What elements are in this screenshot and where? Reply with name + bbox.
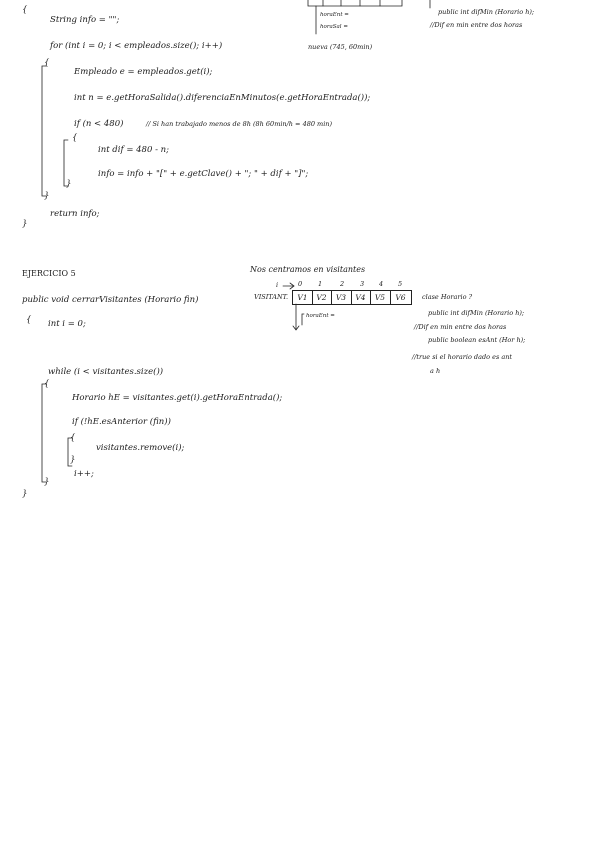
brace-while-close: } [44,477,50,487]
note-dif: //Dif en min entre dos horas [414,323,507,331]
code-line-for: for (int i = 0; i < empleados.size(); i++) [50,41,223,51]
top-note-dif: //Dif en min entre dos horas [430,21,523,29]
code-int-i: int i = 0; [48,319,86,329]
array-cell-v2: V2 [312,291,332,304]
brace-if-open: { [70,433,76,443]
array-cell-v6: V6 [395,293,406,302]
array-cell-v1: V1 [293,291,313,304]
code-inc: i++; [74,469,94,479]
code-if: if (!hE.esAnterior (fin)) [72,417,171,427]
code-line-info-concat: info = info + "[" + e.getClave() + "; " + dif + "]"; [98,169,309,179]
index-5: 5 [398,280,403,288]
code-method-signature: public void cerrarVisitantes (Horario fin) [22,295,199,305]
brace-if-open: { [72,133,78,143]
index-0: 0 [298,280,303,288]
brace-if-close: } [70,455,76,465]
exercise-title: EJERCICIO 5 [22,269,76,278]
index-arrow [283,283,294,289]
brace-top: { [22,5,28,15]
top-array-fragment [308,0,402,6]
code-remove: visitantes.remove(i); [96,443,185,453]
for-bracket [42,66,46,196]
while-bracket [42,384,46,482]
brace-if-close: } [66,179,72,189]
code-line-dif: int dif = 480 - n; [98,145,169,155]
array-cell-v4: V4 [351,291,371,304]
brace-method-close: } [22,489,28,499]
brace-for-open: { [44,58,50,68]
code-line-empleado: Empleado e = empleados.get(i); [74,67,213,77]
note-public-boolean: public boolean esAnt (Hor h); [428,336,526,344]
code-line-if: if (n < 480) [74,119,124,129]
brace-for-close: } [44,191,50,201]
note-hora-ent: horaEnt = [306,313,335,319]
array-cell-v5: V5 [370,291,391,304]
brace-while-open: { [44,379,50,389]
note-true-cont: a h [430,367,441,375]
code-line-info: String info = ""; [50,15,120,25]
code-horario: Horario hE = visitantes.get(i).getHoraEntrada(); [72,393,283,403]
index-label: i [276,281,279,289]
code-line-n: int n = e.getHoraSalida().diferenciaEnMinutos(e.getHoraEntrada()); [74,93,371,103]
array-cell-v3: V3 [331,291,352,304]
index-4: 4 [379,280,384,288]
top-note-nueva: nueva (745, 60min) [308,43,373,51]
top-note-hora-sal: horaSal = [320,24,348,30]
code-comment: // Si han trabajado menos de 8h (8h 60min/h = 480 min) [146,120,333,128]
exercise-note-header: Nos centramos en visitantes [250,265,366,274]
code-while: while (i < visitantes.size()) [48,367,164,377]
index-2: 2 [340,280,345,288]
note-clase-horario: clase Horario ? [422,293,473,301]
array-label: VISITANT. [254,293,289,301]
index-1: 1 [318,280,323,288]
array-down-arrow [293,304,299,330]
top-note-hora-ent: horaEnt = [320,12,349,18]
top-note-public-int: public int difMin (Horario h); [438,8,535,16]
brace-end: } [22,219,28,229]
visitantes-array [292,290,412,305]
note-public-int: public int difMin (Horario h); [428,309,525,317]
index-3: 3 [360,280,365,288]
note-true: //true si el horario dado es ant [412,353,513,361]
brace-method-open: { [26,315,32,325]
code-line-return: return info; [50,209,100,219]
